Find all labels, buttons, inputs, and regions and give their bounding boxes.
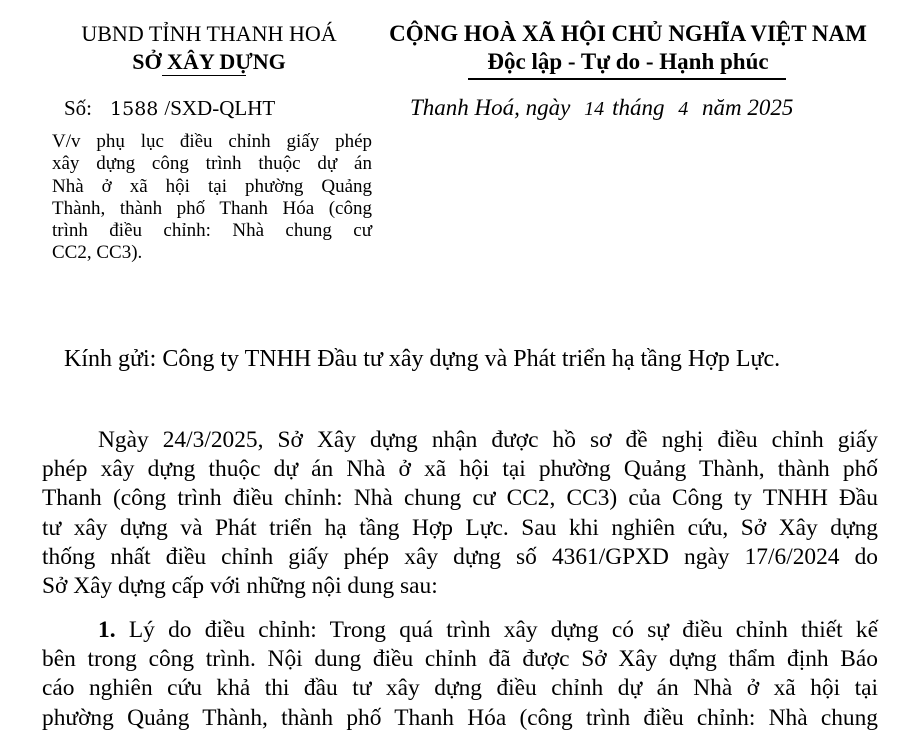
section-1	[42, 616, 878, 733]
subject-line: Nhà ở xã hội tại phường Quảng	[52, 175, 372, 197]
paragraph-line: Ngày 24/3/2025, Sở Xây dựng nhận được hồ sơ đề nghị điều chỉnh giấy	[98, 427, 878, 453]
subject-block	[52, 131, 372, 265]
paragraph-line: tư xây dựng và Phát triển hạ tầng Hợp Lực. Sau khi nghiên cứu, Sở Xây dựng	[42, 514, 878, 541]
paragraph-line: Sở Xây dựng cấp với những nội dung sau:	[42, 573, 438, 600]
doc-number-prefix: Số:	[64, 96, 93, 120]
date-day: 14	[584, 98, 605, 120]
paragraph-intro	[42, 426, 878, 601]
paragraph-line: Thanh (công trình điều chỉnh: Nhà chung cư CC2, CC3) của Công ty TNHH Đầu	[42, 485, 878, 512]
nation-title: CỘNG HOÀ XÃ HỘI CHỦ NGHĨA VIỆT NAM	[389, 21, 867, 46]
national-motto: Độc lập - Tự do - Hạnh phúc	[487, 49, 769, 74]
date-month-word: tháng	[612, 95, 665, 120]
agency-name: UBND TỈNH THANH HOÁ	[81, 21, 337, 46]
paragraph-line: phép xây dựng thuộc dự án Nhà ở xã hội tại phường Quảng Thành, thành phố	[42, 456, 878, 483]
subject-line: V/v phụ lục điều chỉnh giấy phép	[52, 131, 372, 152]
subject-line: trình điều chỉnh: Nhà chung cư	[52, 220, 372, 242]
section-1-first-line	[42, 616, 878, 645]
section-line-text: Lý do điều chỉnh: Trong quá trình xây dựng có sự điều chỉnh thiết kế	[128, 617, 878, 643]
date-line	[410, 94, 793, 123]
date-place: Thanh Hoá, ngày	[410, 95, 571, 120]
subject-line: CC2, CC3).	[52, 242, 143, 264]
subject-line: Thành, thành phố Thanh Hóa (công	[52, 197, 372, 219]
doc-number-value: 1588	[110, 98, 159, 120]
date-year: năm 2025	[702, 95, 794, 120]
section-number: 1.	[98, 617, 116, 643]
section-line: cáo nghiên cứu khả thi đầu tư xây dựng điều chỉnh dự án Nhà ở xã hội tại	[42, 675, 878, 702]
motto-underline	[468, 78, 786, 80]
date-month: 4	[678, 98, 689, 120]
paragraph-line: thống nhất điều chỉnh giấy phép xây dựng số 4361/GPXD ngày 17/6/2024 do	[42, 543, 878, 570]
section-line: bên trong công trình. Nội dung điều chỉnh đã được Sở Xây dựng thẩm định Báo	[42, 646, 878, 673]
department-underline	[162, 75, 246, 76]
recipient-line: Kính gửi: Công ty TNHH Đầu tư xây dựng và Phát triển hạ tầng Hợp Lực.	[64, 346, 781, 372]
document-number	[64, 94, 275, 123]
section-line: phường Quảng Thành, thành phố Thanh Hóa (công trình điều chỉnh: Nhà chung	[42, 704, 878, 731]
subject-line: xây dựng công trình thuộc dự án	[52, 153, 372, 175]
department-name: SỞ XÂY DỰNG	[132, 49, 286, 74]
doc-number-suffix: /SXD-QLHT	[164, 96, 276, 120]
